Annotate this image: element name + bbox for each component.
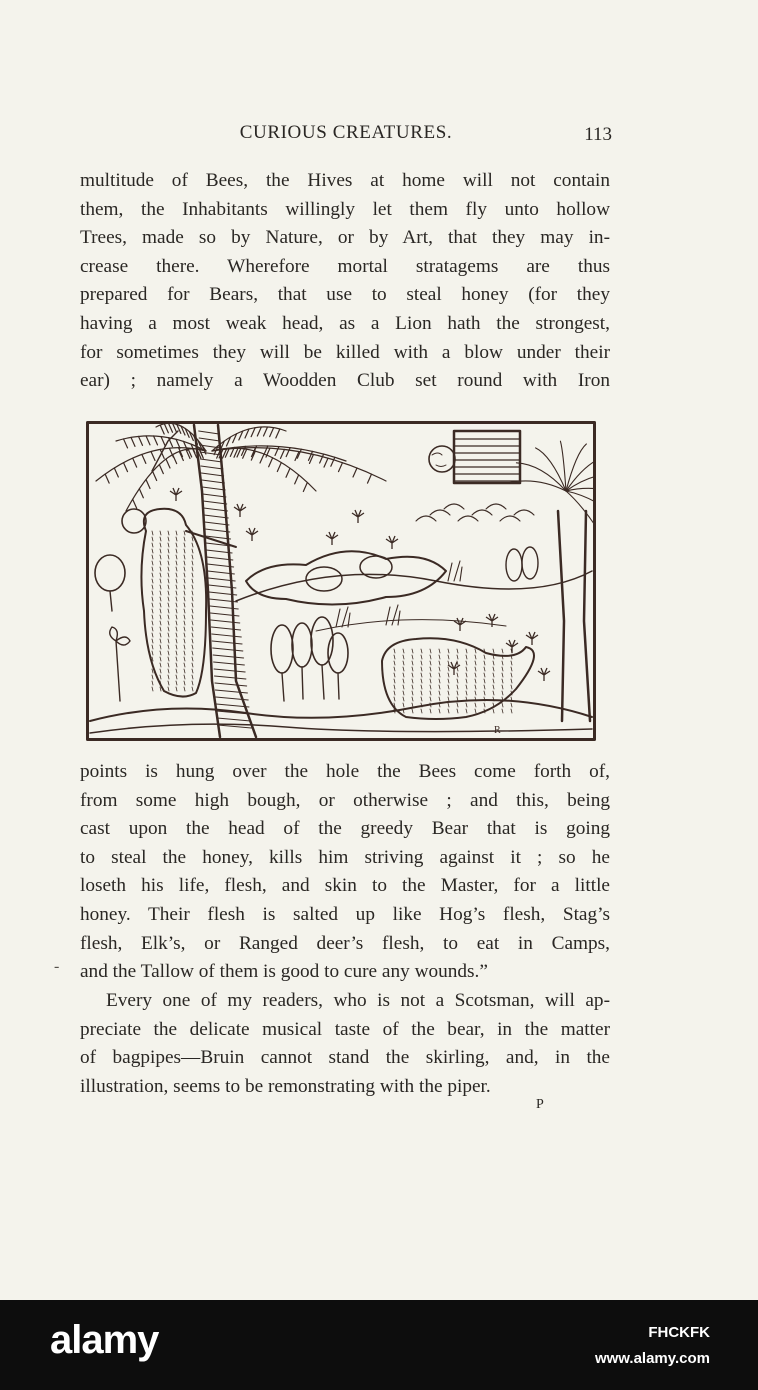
text-line: to steal the honey, kills him striving against it ; so he xyxy=(80,846,610,868)
alamy-logo: alamy xyxy=(50,1318,159,1362)
margin-mark: - xyxy=(54,958,60,975)
text-line: cast upon the head of the greedy Bear that is going xyxy=(80,818,610,840)
text-line: Trees, made so by Nature, or by Art, that they may in- xyxy=(80,227,610,249)
image-id: FHCKFK xyxy=(648,1324,710,1341)
running-title: CURIOUS CREATURES. xyxy=(239,122,453,143)
text-line: Every one of my readers, who is not a Scotsman, will ap- xyxy=(106,990,610,1011)
text-line: flesh, Elk’s, or Ranged deer’s flesh, to eat in Camps, xyxy=(80,932,610,954)
text-line: crease there. Wherefore mortal stratagems are thus xyxy=(80,255,610,277)
text-line: illustration, seems to be remonstrating with the piper. xyxy=(80,1075,491,1097)
paragraph xyxy=(80,987,610,1101)
text-line: them, the Inhabitants willingly let them fly unto hollow xyxy=(80,198,610,220)
running-head xyxy=(80,120,612,150)
paragraph xyxy=(80,167,610,396)
artist-monogram: R xyxy=(494,725,501,736)
text-line: having a most weak head, as a Lion hath the strongest, xyxy=(80,312,610,334)
watermark-url: www.alamy.com xyxy=(594,1350,710,1367)
text-line: preciate the delicate musical taste of the bear, in the matter xyxy=(80,1018,610,1040)
text-line: of bagpipes—Bruin cannot stand the skirling, and, in the xyxy=(80,1047,610,1069)
text-line: loseth his life, flesh, and skin to the Master, for a little xyxy=(80,875,610,897)
woodcut-illustration xyxy=(86,421,596,741)
text-line: points is hung over the hole the Bees come forth of, xyxy=(80,761,610,782)
page-number: 113 xyxy=(584,124,612,145)
text-line: honey. Their flesh is salted up like Hog’s flesh, Stag’s xyxy=(80,903,610,925)
text-line: for sometimes they will be killed with a blow under their xyxy=(80,341,610,363)
watermark-bar xyxy=(0,1300,758,1390)
text-line: from some high bough, or otherwise ; and this, being xyxy=(80,789,610,811)
text-line: prepared for Bears, that use to steal honey (for they xyxy=(80,284,610,306)
text-line: and the Tallow of them is good to cure any wounds.” xyxy=(80,961,488,983)
signature-mark: P xyxy=(536,1097,544,1112)
paragraph xyxy=(80,758,610,987)
text-line: multitude of Bees, the Hives at home will not contain xyxy=(80,170,610,191)
text-line: ear) ; namely a Woodden Club set round with Iron xyxy=(80,370,610,392)
